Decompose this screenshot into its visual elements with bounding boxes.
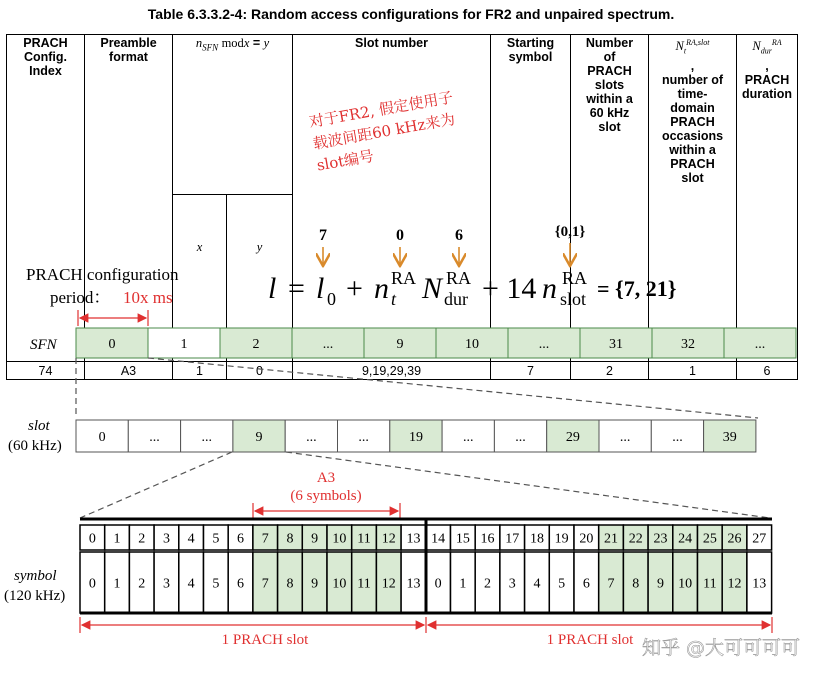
symbol-index-cell-label: 27 bbox=[752, 531, 767, 547]
symbol-index-cell bbox=[451, 525, 476, 550]
prach-slot-label-2: 1 PRACH slot bbox=[546, 632, 634, 648]
symbol-in-slot-cell-label: 3 bbox=[162, 576, 170, 592]
symbol-in-slot-cell bbox=[599, 552, 624, 613]
slot-row bbox=[76, 420, 756, 452]
symbol-in-slot-cell-label: 2 bbox=[138, 576, 146, 592]
prach-slot-label-1: 1 PRACH slot bbox=[221, 632, 309, 648]
header-preamble-format: Preamble format bbox=[85, 35, 173, 362]
cell-preamble-format: A3 bbox=[85, 362, 173, 380]
symbol-in-slot-cell-label: 6 bbox=[237, 576, 245, 592]
symbol-index-cell-label: 11 bbox=[357, 531, 371, 547]
slot-sublabel: (60 kHz) bbox=[8, 438, 62, 454]
symbol-index-cell-label: 18 bbox=[529, 531, 544, 547]
symbol-index-cell bbox=[327, 525, 352, 550]
sfn-cell-label: 2 bbox=[252, 337, 260, 353]
formula-ndur-sup: RA bbox=[446, 268, 472, 288]
symbol-in-slot-cell-label: 7 bbox=[607, 576, 615, 592]
symbol-index-cell bbox=[105, 525, 130, 550]
sfn-cell-label: 1 bbox=[180, 337, 188, 353]
symbol-in-slot-cell-label: 5 bbox=[558, 576, 566, 592]
symbol-index-cell-label: 23 bbox=[653, 531, 668, 547]
symbol-index-cell bbox=[80, 525, 105, 550]
symbol-in-slot-cell bbox=[204, 552, 229, 613]
symbol-in-slot-cell-label: 11 bbox=[357, 576, 371, 592]
symbol-in-slot-cell bbox=[253, 552, 278, 613]
symbol-index-cell-label: 7 bbox=[261, 531, 269, 547]
formula-nslot-sub: slot bbox=[560, 289, 587, 309]
header-config-index: PRACH Config. Index bbox=[7, 35, 85, 362]
header-num-slots: Number of PRACH slots within a 60 kHz slot bbox=[571, 35, 649, 362]
symbol-in-slot-cell bbox=[80, 552, 105, 613]
slot-cell bbox=[651, 420, 703, 452]
symbol-in-slot-cell bbox=[179, 552, 204, 613]
symbol-in-slot-cell-label: 9 bbox=[311, 576, 319, 592]
symbol-index-cell bbox=[376, 525, 401, 550]
header-num-occasions: $N_t^{RA,slot}$ , number of time- domain PRACH occasions within a PRACH slot bbox=[649, 35, 737, 362]
formula-plus1: + bbox=[346, 272, 363, 305]
symbol-in-slot-cell bbox=[673, 552, 698, 613]
symbol-in-slot-cell bbox=[451, 552, 476, 613]
symbol-index-cell bbox=[747, 525, 772, 550]
symbol-in-slot-cell bbox=[302, 552, 327, 613]
formula-nt-sup: RA bbox=[391, 268, 417, 288]
symbol-index-cell-label: 17 bbox=[505, 531, 520, 547]
symbol-index-cell bbox=[698, 525, 723, 550]
slot-cell-label: ... bbox=[306, 430, 317, 446]
symbol-in-slot-cell bbox=[549, 552, 574, 613]
slot-cell-label: ... bbox=[463, 430, 474, 446]
symbol-in-slot-cell bbox=[747, 552, 772, 613]
symbol-index-cell bbox=[525, 525, 550, 550]
zoom-line-sfn-right bbox=[148, 358, 758, 418]
symbol-in-slot-cell-label: 2 bbox=[484, 576, 492, 592]
symbol-in-slot-cell bbox=[722, 552, 747, 613]
label-nt: 0 bbox=[396, 227, 404, 244]
symbol-in-slot-cell-label: 0 bbox=[88, 576, 96, 592]
symbol-in-slot-cell-label: 4 bbox=[533, 576, 541, 592]
slot-cell bbox=[494, 420, 546, 452]
slot-cell bbox=[704, 420, 756, 452]
sfn-cell bbox=[364, 328, 436, 358]
sfn-cell bbox=[652, 328, 724, 358]
symbol-in-slot-cell-label: 8 bbox=[632, 576, 640, 592]
slot-cell bbox=[233, 420, 285, 452]
sfn-cell bbox=[580, 328, 652, 358]
slot-cell-label: 0 bbox=[98, 430, 106, 446]
header-slot-number: Slot number bbox=[293, 35, 491, 362]
slot-cell-label: 9 bbox=[255, 430, 263, 446]
symbol-in-slot-cell-label: 0 bbox=[434, 576, 442, 592]
symbol-index-cell bbox=[278, 525, 303, 550]
a3-label: A3 bbox=[316, 470, 336, 486]
symbol-in-slot-cell-label: 13 bbox=[406, 576, 421, 592]
table-title: Table 6.3.3.2-4: Random access configurations for FR2 and unpaired spectrum. bbox=[147, 6, 675, 22]
symbol-index-cell bbox=[475, 525, 500, 550]
cell-config-index: 74 bbox=[7, 362, 85, 380]
formula-l0: l bbox=[316, 272, 325, 305]
symbol-in-slot-cell bbox=[648, 552, 673, 613]
symbol-index-cell-label: 16 bbox=[480, 531, 495, 547]
symbol-in-slot-cell bbox=[426, 552, 451, 613]
symbol-in-slot-cell-label: 12 bbox=[381, 576, 396, 592]
symbol-index-cell bbox=[253, 525, 278, 550]
cell-num-slots: 2 bbox=[571, 362, 649, 380]
formula-l: l bbox=[268, 272, 277, 305]
symbol-in-slot-cell bbox=[129, 552, 154, 613]
period-line1: PRACH configuration bbox=[26, 265, 179, 284]
symbol-index-cell bbox=[500, 525, 525, 550]
slot-numbering-note: 对于FR2, 假定使用子载波间距60 kHz来为slot编号 bbox=[307, 88, 457, 175]
sfn-cell bbox=[76, 328, 148, 358]
symbol-index-cell-label: 26 bbox=[727, 531, 742, 547]
symbol-in-slot-cell bbox=[327, 552, 352, 613]
symbol-in-slot-cell-label: 10 bbox=[332, 576, 347, 592]
formula-ndur-sub: dur bbox=[444, 289, 468, 309]
watermark: 知乎 @大可可可可 bbox=[641, 637, 800, 659]
slot-cell bbox=[442, 420, 494, 452]
symbol-in-slot-cell bbox=[698, 552, 723, 613]
symbol-index-cell bbox=[179, 525, 204, 550]
symbol-index-cell-label: 25 bbox=[702, 531, 717, 547]
symbol-in-slot-cell-label: 7 bbox=[261, 576, 269, 592]
cell-num-occasions: 1 bbox=[649, 362, 737, 380]
slot-label: slot bbox=[28, 418, 50, 434]
symbol-in-slot-cell bbox=[376, 552, 401, 613]
formula-result: = {7, 21} bbox=[597, 276, 677, 301]
cell-duration: 6 bbox=[737, 362, 798, 380]
formula-value-labels bbox=[319, 224, 585, 266]
symbol-index-cell bbox=[574, 525, 599, 550]
symbol-index-cell-label: 10 bbox=[332, 531, 347, 547]
cell-starting-symbol: 7 bbox=[491, 362, 571, 380]
symbol-in-slot-cell-label: 4 bbox=[187, 576, 195, 592]
symbol-in-slot-cell-label: 1 bbox=[113, 576, 121, 592]
slot-cell-label: ... bbox=[358, 430, 369, 446]
symbol-index-cell bbox=[352, 525, 377, 550]
symbol-index-cell-label: 24 bbox=[678, 531, 693, 547]
symbol-in-slot-cell bbox=[574, 552, 599, 613]
cell-slot-number: 9,19,29,39 bbox=[293, 362, 491, 380]
symbol-index-cell bbox=[623, 525, 648, 550]
sfn-row bbox=[76, 328, 796, 358]
symbol-index-cell bbox=[228, 525, 253, 550]
sfn-cell-label: 0 bbox=[108, 337, 116, 353]
symbol-in-slot-cell bbox=[500, 552, 525, 613]
symbol-index-cell bbox=[154, 525, 179, 550]
slot-cell bbox=[285, 420, 337, 452]
symbol-index-cell bbox=[673, 525, 698, 550]
symbol-in-slot-cell-label: 1 bbox=[459, 576, 467, 592]
symbol-rows bbox=[80, 519, 772, 613]
sfn-cell-label: ... bbox=[538, 337, 550, 353]
symbol-index-cell-label: 13 bbox=[406, 531, 421, 547]
cell-x: 1 bbox=[173, 362, 227, 380]
sfn-cell bbox=[292, 328, 364, 358]
symbol-in-slot-cell-label: 8 bbox=[286, 576, 294, 592]
symbol-in-slot-cell bbox=[623, 552, 648, 613]
formula-eq: = bbox=[288, 272, 305, 305]
symbol-in-slot-cell bbox=[525, 552, 550, 613]
symbol-index-cell-label: 14 bbox=[431, 531, 446, 547]
symbol-index-cell-label: 2 bbox=[138, 531, 146, 547]
symbol-index-cell bbox=[426, 525, 451, 550]
slot-cell-label: 19 bbox=[408, 430, 423, 446]
formula bbox=[268, 268, 676, 309]
label-nslot: {0,1} bbox=[554, 224, 586, 240]
symbol-index-cell-label: 9 bbox=[311, 531, 319, 547]
slot-cell-label: ... bbox=[619, 430, 631, 446]
symbol-in-slot-cell bbox=[154, 552, 179, 613]
symbol-label: symbol bbox=[14, 568, 57, 584]
slot-cell bbox=[599, 420, 651, 452]
symbol-index-cell-label: 3 bbox=[162, 531, 170, 547]
label-ndur: 6 bbox=[455, 227, 463, 244]
sfn-cell-label: 31 bbox=[609, 337, 623, 353]
symbol-index-cell-label: 8 bbox=[286, 531, 294, 547]
formula-plus2: + 14 bbox=[482, 272, 537, 305]
formula-ndur: N bbox=[422, 272, 443, 305]
symbol-in-slot-cell-label: 6 bbox=[582, 576, 590, 592]
label-l0: 7 bbox=[319, 227, 327, 244]
symbol-index-cell-label: 15 bbox=[455, 531, 470, 547]
symbol-index-cell-label: 21 bbox=[604, 531, 619, 547]
symbol-sublabel: (120 kHz) bbox=[4, 588, 66, 604]
symbol-in-slot-cell bbox=[401, 552, 426, 613]
symbol-in-slot-cell-label: 9 bbox=[656, 576, 664, 592]
cell-y: 0 bbox=[227, 362, 293, 380]
formula-l0-sub: 0 bbox=[327, 289, 336, 309]
symbol-in-slot-cell-label: 12 bbox=[727, 576, 742, 592]
symbol-in-slot-cell-label: 13 bbox=[752, 576, 767, 592]
symbol-in-slot-cell-label: 10 bbox=[678, 576, 693, 592]
slot-cell-label: ... bbox=[515, 430, 526, 446]
header-starting-symbol: Starting symbol bbox=[491, 35, 571, 362]
slot-cell bbox=[181, 420, 233, 452]
sfn-cell bbox=[220, 328, 292, 358]
sfn-cell bbox=[724, 328, 796, 358]
symbol-index-cell-label: 5 bbox=[212, 531, 220, 547]
header-y: y bbox=[227, 195, 293, 362]
symbol-index-cell bbox=[302, 525, 327, 550]
symbol-in-slot-cell-label: 11 bbox=[703, 576, 717, 592]
sfn-cell-label: 10 bbox=[465, 337, 479, 353]
slot-cell bbox=[128, 420, 180, 452]
header-duration: $N_{dur}^{RA}$ , PRACH duration bbox=[737, 35, 798, 362]
symbol-in-slot-cell bbox=[105, 552, 130, 613]
symbol-in-slot-cell-label: 5 bbox=[212, 576, 220, 592]
header-x: x bbox=[173, 195, 227, 362]
symbol-index-cell bbox=[401, 525, 426, 550]
formula-nt: n bbox=[374, 272, 389, 305]
a3-symbols-label: (6 symbols) bbox=[290, 488, 362, 504]
sfn-cell-label: 32 bbox=[681, 337, 695, 353]
symbol-index-cell-label: 4 bbox=[187, 531, 195, 547]
symbol-in-slot-cell bbox=[475, 552, 500, 613]
slot-cell-label: 29 bbox=[565, 430, 580, 446]
symbol-index-cell-label: 6 bbox=[237, 531, 245, 547]
sfn-cell bbox=[436, 328, 508, 358]
symbol-index-cell bbox=[722, 525, 747, 550]
slot-cell bbox=[76, 420, 128, 452]
header-nsfn-mod: $n_{SFN}$ modx = y bbox=[173, 35, 293, 195]
symbol-index-cell bbox=[204, 525, 229, 550]
sfn-cell-label: ... bbox=[322, 337, 334, 353]
symbol-index-cell-label: 22 bbox=[628, 531, 643, 547]
symbol-index-cell-label: 20 bbox=[579, 531, 594, 547]
period-value: 10x ms bbox=[123, 288, 173, 307]
symbol-in-slot-cell bbox=[278, 552, 303, 613]
formula-nslot-sup: RA bbox=[562, 268, 588, 288]
symbol-index-cell-label: 1 bbox=[113, 531, 121, 547]
symbol-index-cell bbox=[549, 525, 574, 550]
symbol-index-cell-label: 0 bbox=[88, 531, 96, 547]
zoom-line-slot-right bbox=[286, 452, 770, 518]
symbol-index-cell-label: 12 bbox=[381, 531, 396, 547]
slot-cell bbox=[547, 420, 599, 452]
slot-cell bbox=[390, 420, 442, 452]
formula-nslot: n bbox=[542, 272, 557, 305]
symbol-index-cell bbox=[648, 525, 673, 550]
slot-cell-label: ... bbox=[149, 430, 160, 446]
slot-cell bbox=[338, 420, 390, 452]
zoom-line-slot-left bbox=[80, 452, 232, 518]
sfn-label: SFN bbox=[30, 337, 57, 353]
slot-cell-label: 39 bbox=[722, 430, 737, 446]
sfn-cell bbox=[508, 328, 580, 358]
sfn-cell bbox=[148, 328, 220, 358]
symbol-in-slot-cell-label: 3 bbox=[508, 576, 516, 592]
slot-cell-label: ... bbox=[201, 430, 212, 446]
sfn-cell-label: 9 bbox=[396, 337, 404, 353]
symbol-index-cell bbox=[129, 525, 154, 550]
sfn-cell-label: ... bbox=[754, 337, 766, 353]
period-line2: period： bbox=[50, 288, 111, 307]
formula-nt-sub: t bbox=[391, 289, 397, 309]
slot-cell-label: ... bbox=[672, 430, 683, 446]
symbol-index-cell-label: 19 bbox=[554, 531, 569, 547]
symbol-in-slot-cell bbox=[228, 552, 253, 613]
symbol-index-cell bbox=[599, 525, 624, 550]
symbol-in-slot-cell bbox=[352, 552, 377, 613]
